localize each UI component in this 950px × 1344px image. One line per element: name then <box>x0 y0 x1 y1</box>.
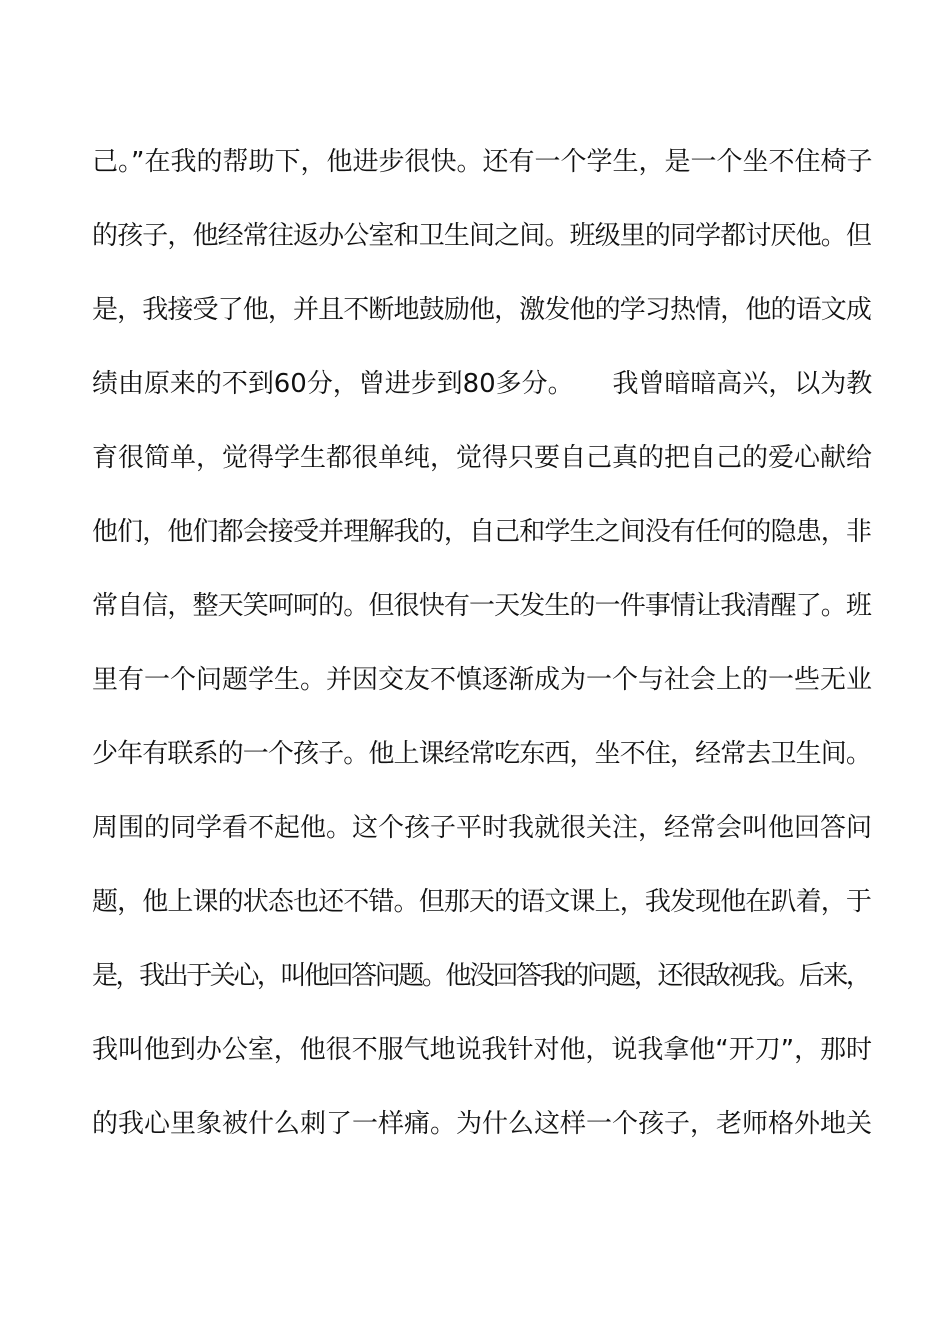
text-line: 里有一个问题学生。并因交友不慎逐渐成为一个与社会上的一些无业 <box>92 665 873 695</box>
text-line: 他们，他们都会接受并理解我的，自己和学生之间没有任何的隐患，非 <box>92 517 872 547</box>
text-line: 己。”在我的帮助下，他进步很快。还有一个学生，是一个坐不住椅子 <box>92 147 873 177</box>
text-line: 的我心里象被什么刺了一样痛。为什么这样一个孩子，老师格外地关 <box>92 1109 873 1139</box>
text-line: 我叫他到办公室，他很不服气地说我针对他，说我拿他“开刀”，那时 <box>92 1035 873 1065</box>
text-line: 是，我出于关心，叫他回答问题。他没回答我的问题，还很敌视我。后来， <box>92 961 870 991</box>
text-line: 周围的同学看不起他。这个孩子平时我就很关注，经常会叫他回答问 <box>92 813 873 843</box>
text-line: 育很简单，觉得学生都很单纯，觉得只要自己真的把自己的爱心献给 <box>92 443 873 473</box>
text-line: 常自信，整天笑呵呵的。但很快有一天发生的一件事情让我清醒了。班 <box>92 591 872 621</box>
text-line: 题，他上课的状态也还不错。但那天的语文课上，我发现他在趴着，于 <box>92 887 872 917</box>
text-line: 绩由原来的不到60分，曾进步到80多分。 我曾暗暗高兴，以为教 <box>92 369 873 399</box>
text-line: 是，我接受了他，并且不断地鼓励他，激发他的学习热情，他的语文成 <box>92 295 872 325</box>
text-line: 少年有联系的一个孩子。他上课经常吃东西，坐不住，经常去卫生间。 <box>92 739 872 769</box>
text-line: 的孩子，他经常往返办公室和卫生间之间。班级里的同学都讨厌他。但 <box>92 221 872 251</box>
